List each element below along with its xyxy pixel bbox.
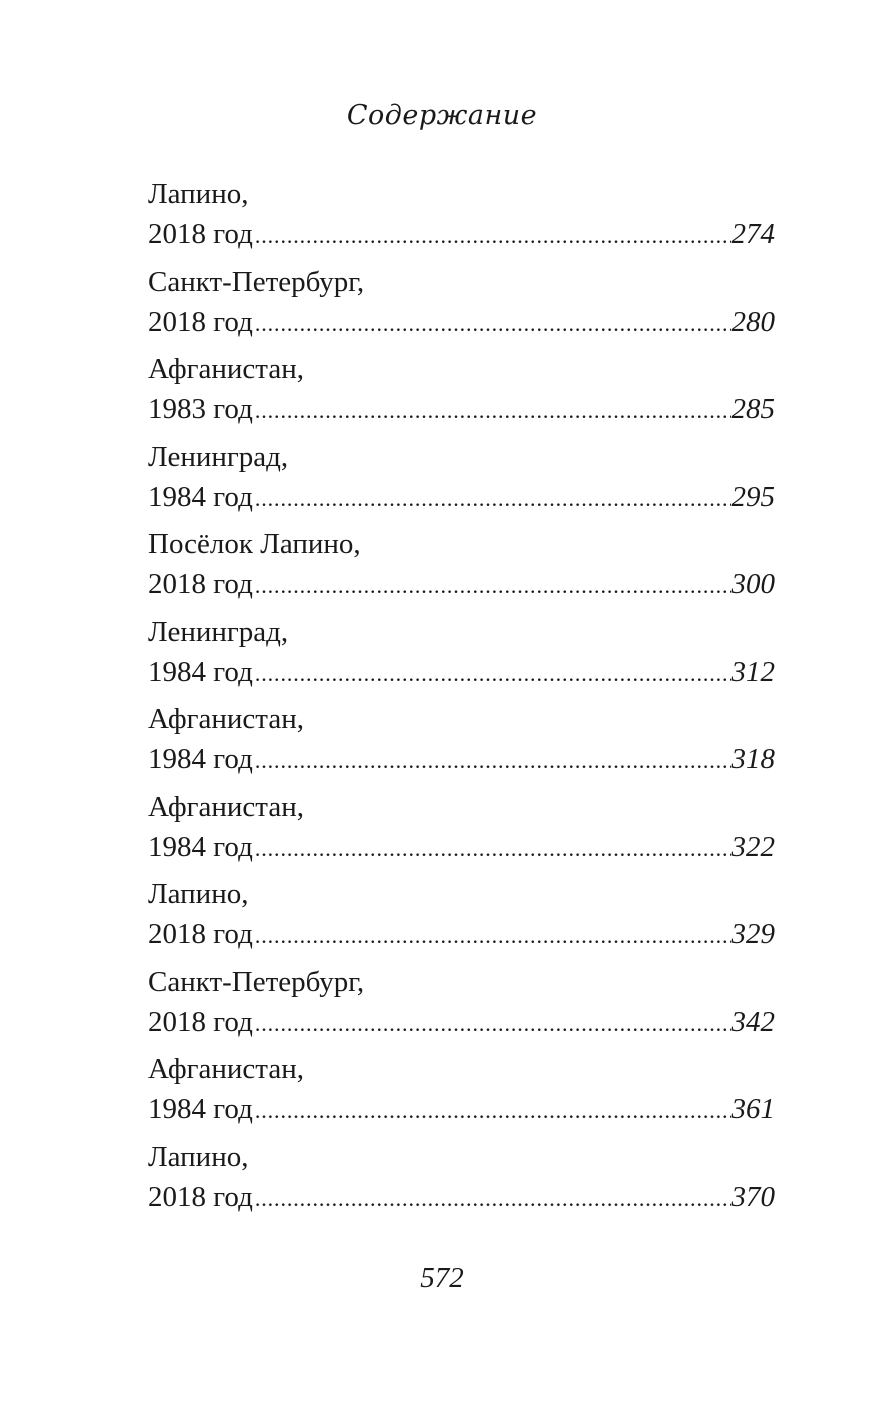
toc-entry-line bbox=[148, 389, 775, 429]
toc-entry-year: 2018 год bbox=[148, 568, 253, 600]
dot-leader bbox=[255, 479, 731, 519]
dot-leader bbox=[255, 391, 731, 431]
toc-entry-year: 2018 год bbox=[148, 305, 253, 338]
toc-entry-page: 295 bbox=[731, 480, 775, 513]
toc-entry bbox=[148, 962, 775, 1050]
toc-entry-place: Лапино, bbox=[148, 178, 249, 210]
toc-entry bbox=[148, 174, 775, 262]
page-number: 572 bbox=[420, 1262, 464, 1294]
toc-entry-year: 2018 год bbox=[148, 218, 253, 250]
toc-entry-place: Лапино, bbox=[148, 1140, 249, 1173]
toc-entry-line bbox=[148, 1177, 775, 1217]
toc-entry-year: 2018 год bbox=[148, 1005, 253, 1038]
toc-entry-line bbox=[148, 914, 775, 954]
toc-entry bbox=[148, 1137, 775, 1225]
toc-entry-line bbox=[148, 652, 775, 692]
toc-entry bbox=[148, 262, 775, 350]
toc-entry bbox=[148, 699, 775, 787]
toc-entry bbox=[148, 524, 775, 612]
toc-entry-place: Посёлок Лапино, bbox=[148, 528, 361, 560]
toc-entry-page: 370 bbox=[731, 1180, 775, 1213]
toc-entry-line bbox=[148, 1089, 775, 1129]
toc-entry-page: 329 bbox=[731, 918, 775, 950]
toc-entry-place: Афганистан, bbox=[148, 703, 304, 735]
toc-entry-place: Афганистан, bbox=[148, 353, 304, 385]
dot-leader bbox=[255, 741, 731, 781]
toc-entry-place: Афганистан, bbox=[148, 790, 304, 823]
toc-entry-year: 2018 год bbox=[148, 1180, 253, 1213]
dot-leader bbox=[255, 829, 731, 869]
dot-leader bbox=[255, 216, 731, 256]
dot-leader bbox=[255, 1004, 731, 1044]
toc-entry-page: 361 bbox=[731, 1093, 775, 1125]
toc-entry-page: 312 bbox=[731, 655, 775, 688]
toc-entry-line bbox=[148, 302, 775, 342]
dot-leader bbox=[255, 916, 731, 956]
toc-entry-year: 1983 год bbox=[148, 393, 253, 425]
toc-entry bbox=[148, 874, 775, 962]
dot-leader bbox=[255, 1179, 731, 1219]
toc-entry-line bbox=[148, 739, 775, 779]
table-of-contents bbox=[148, 174, 775, 1224]
dot-leader bbox=[255, 304, 731, 344]
toc-entry-page: 318 bbox=[731, 743, 775, 775]
toc-entry-line bbox=[148, 827, 775, 867]
toc-entry-place: Санкт-Петербург, bbox=[148, 265, 365, 298]
toc-entry-place: Санкт-Петербург, bbox=[148, 965, 365, 998]
toc-entry bbox=[148, 1049, 775, 1137]
toc-entry-place: Ленинград, bbox=[148, 615, 289, 648]
toc-entry-year: 1984 год bbox=[148, 480, 253, 513]
toc-entry-line bbox=[148, 564, 775, 604]
toc-entry-year: 1984 год bbox=[148, 830, 253, 863]
toc-entry bbox=[148, 612, 775, 700]
dot-leader bbox=[255, 1091, 731, 1131]
running-title: Содержание bbox=[346, 100, 538, 131]
toc-entry-page: 300 bbox=[731, 568, 775, 600]
toc-entry-page: 280 bbox=[731, 305, 775, 338]
toc-entry-place: Ленинград, bbox=[148, 440, 289, 473]
toc-entry-page: 285 bbox=[731, 393, 775, 425]
toc-entry-place: Афганистан, bbox=[148, 1053, 304, 1085]
toc-entry-year: 2018 год bbox=[148, 918, 253, 950]
dot-leader bbox=[255, 654, 731, 694]
toc-entry-year: 1984 год bbox=[148, 655, 253, 688]
toc-entry bbox=[148, 437, 775, 525]
toc-entry-line bbox=[148, 1002, 775, 1042]
toc-entry-place: Лапино, bbox=[148, 878, 249, 910]
toc-entry-line bbox=[148, 214, 775, 254]
toc-entry-line bbox=[148, 477, 775, 517]
dot-leader bbox=[255, 566, 731, 606]
toc-entry-year: 1984 год bbox=[148, 743, 253, 775]
toc-entry-page: 342 bbox=[731, 1005, 775, 1038]
toc-entry-page: 322 bbox=[731, 830, 775, 863]
toc-entry-page: 274 bbox=[731, 218, 775, 250]
toc-entry bbox=[148, 787, 775, 875]
toc-entry-year: 1984 год bbox=[148, 1093, 253, 1125]
toc-entry bbox=[148, 349, 775, 437]
